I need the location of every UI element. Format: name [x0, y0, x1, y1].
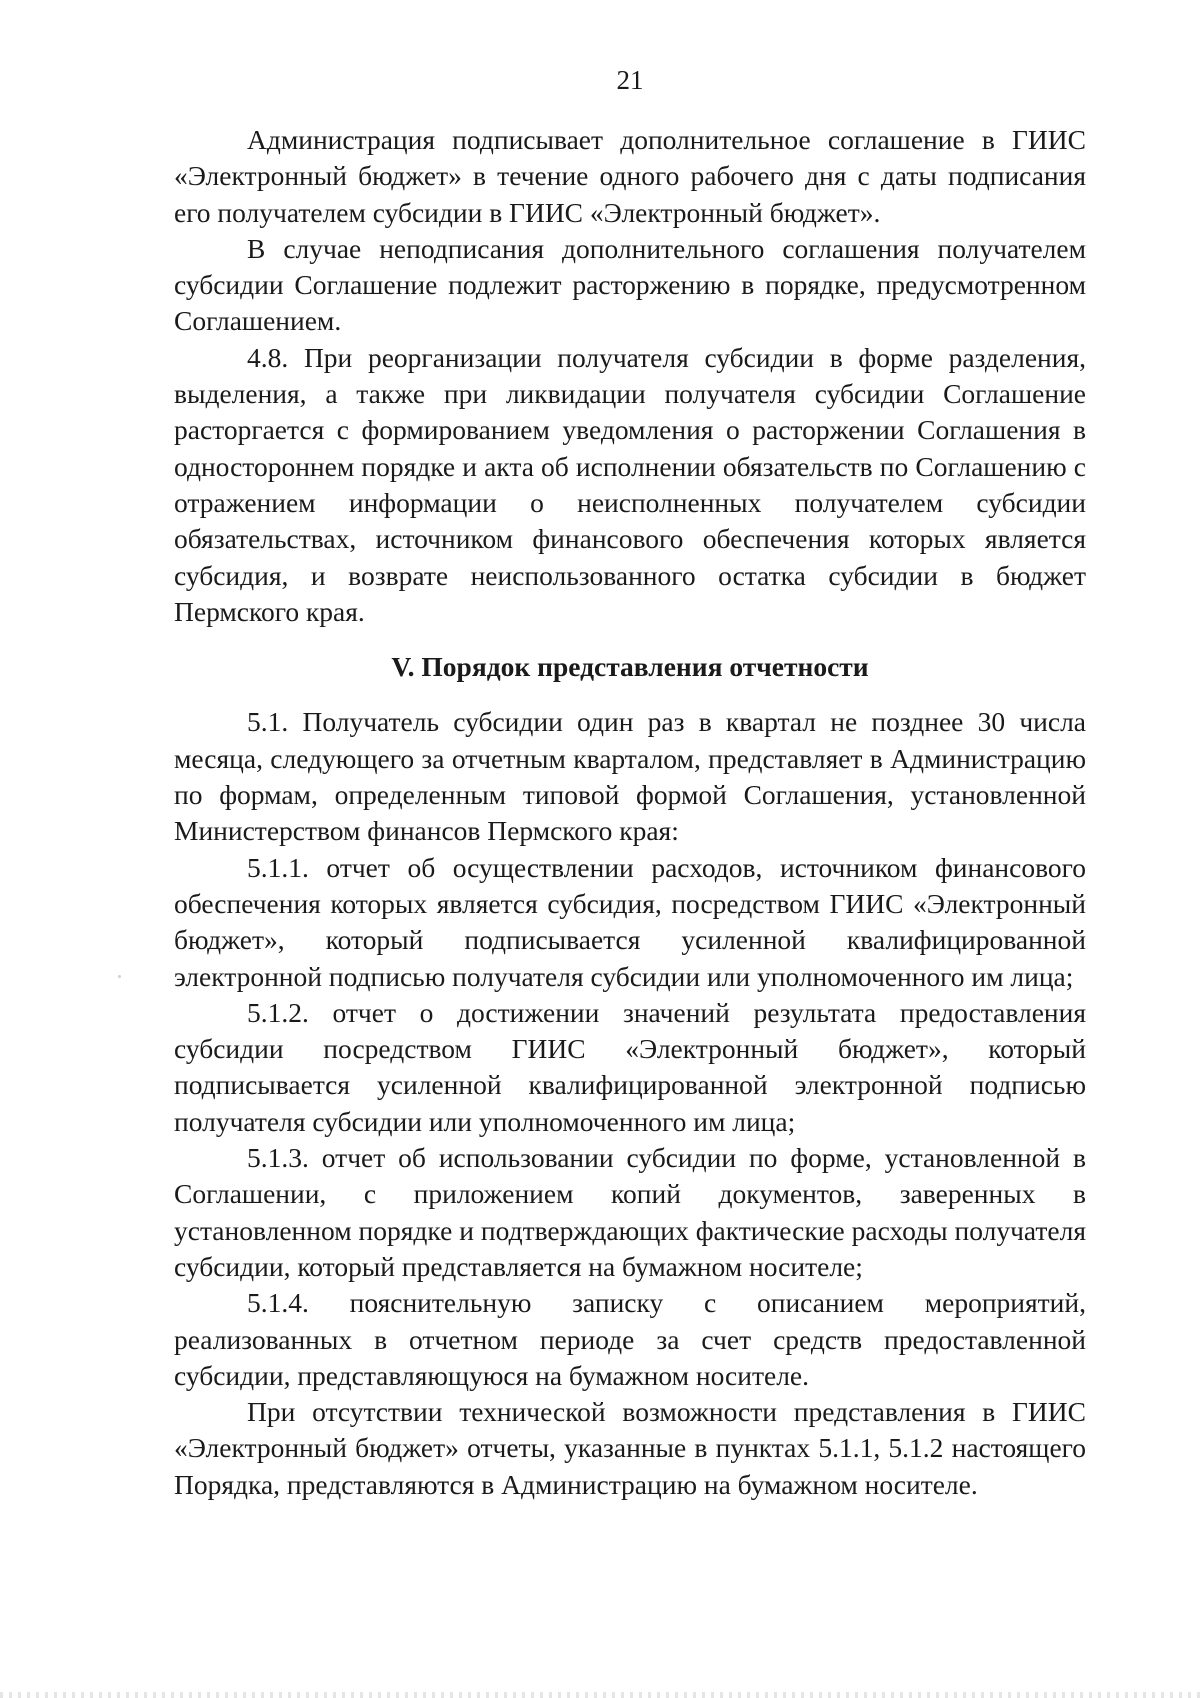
paragraph: Администрация подписывает дополнительное соглашение в ГИИС «Электронный бюджет» в течение одного рабочего дня с даты подписания его получателем субсидии в ГИИС «Электронный бюджет».	[174, 124, 1086, 228]
scan-edge	[0, 1692, 1200, 1698]
document-body	[174, 122, 1086, 1503]
page-number: 21	[616, 65, 644, 95]
section-heading: V. Порядок представления отчетности	[391, 651, 869, 683]
paragraph: 4.8. При реорганизации получателя субсидии в форме разделения, выделения, а также при ликвидации получателя субсидии Соглашение расторгается с формированием уведомления о расторжении Соглашения в одностороннем порядке и акта об исполнении обязательств по Соглашению с отражением информации о неисполненных получателем субсидии обязательствах, источником финансового обеспечения которых является субсидия, и возврате неиспользованного остатка субсидии в бюджет Пермского края.	[174, 341, 1086, 627]
paragraph: При отсутствии технической возможности представления в ГИИС «Электронный бюджет» отчеты, указанные в пунктах 5.1.1, 5.1.2 настоящего Порядка, представляются в Администрацию на бумажном носителе.	[174, 1396, 1086, 1500]
paragraph: 5.1.4. пояснительную записку с описанием мероприятий, реализованных в отчетном периоде за счет средств предоставленной субсидии, представляющуюся на бумажном носителе.	[174, 1287, 1086, 1391]
scan-speck	[118, 975, 121, 978]
paragraph: 5.1.1. отчет об осуществлении расходов, источником финансового обеспечения которых является субсидия, посредством ГИИС «Электронный бюджет», который подписывается усиленной квалифицированной электронной подписью получателя субсидии или уполномоченного им лица;	[174, 851, 1086, 992]
paragraph: 5.1.2. отчет о достижении значений результата предоставления субсидии посредством ГИИС «Электронный бюджет», который подписывается усиленной квалифицированной электронной подписью получателя субсидии или уполномоченного им лица;	[174, 996, 1086, 1137]
paragraph: 5.1.3. отчет об использовании субсидии по форме, установленной в Соглашении, с приложением копий документов, заверенных в установленном порядке и подтверждающих фактические расходы получателя субсидии, который представляется на бумажном носителе;	[174, 1142, 1086, 1282]
paragraph: 5.1. Получатель субсидии один раз в квартал не позднее 30 числа месяца, следующего за отчетным кварталом, представляет в Администрацию по формам, определенным типовой формой Соглашения, установленной Министерством финансов Пермского края:	[174, 706, 1086, 847]
paragraph: В случае неподписания дополнительного соглашения получателем субсидии Соглашение подлежит расторжению в порядке, предусмотренном Соглашением.	[174, 232, 1086, 337]
